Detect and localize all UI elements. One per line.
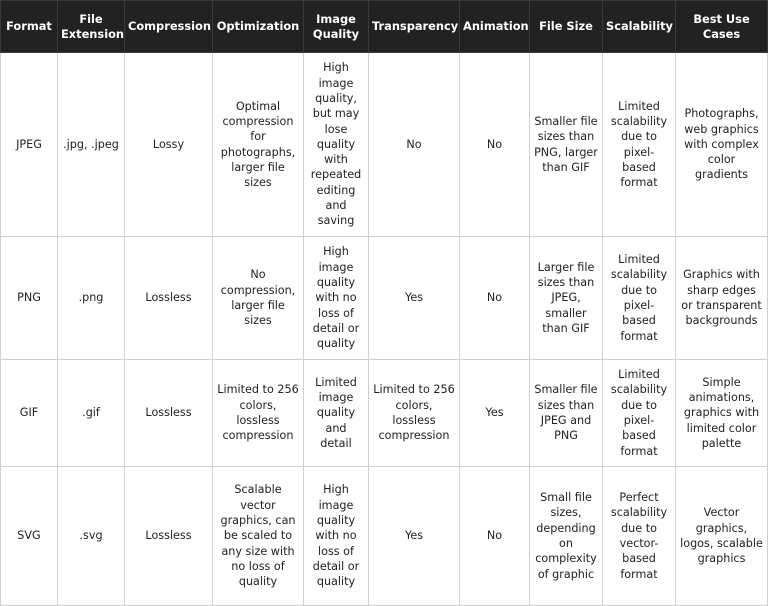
cell-file-size: Larger file sizes than JPEG, smaller than GIF — [530, 237, 603, 360]
cell-transparency: Yes — [369, 467, 460, 606]
cell-transparency: Limited to 256 colors, lossless compression — [369, 360, 460, 467]
cell-animation: No — [460, 237, 530, 360]
header-file-size: File Size — [530, 1, 603, 53]
cell-compression: Lossy — [125, 53, 213, 237]
table-row-svg — [1, 467, 768, 606]
cell-animation: No — [460, 467, 530, 606]
cell-scalability: Perfect scalability due to vector-based format — [603, 467, 676, 606]
cell-image-quality: Limited image quality and detail — [304, 360, 369, 467]
header-format: Format — [1, 1, 58, 53]
cell-compression: Lossless — [125, 360, 213, 467]
cell-format: JPEG — [1, 53, 58, 237]
cell-animation: Yes — [460, 360, 530, 467]
cell-scalability: Limited scalability due to pixel-based format — [603, 360, 676, 467]
table-body — [1, 53, 768, 606]
cell-optimization: Optimal compression for photographs, larger file sizes — [213, 53, 304, 237]
cell-optimization: Scalable vector graphics, can be scaled to any size with no loss of quality — [213, 467, 304, 606]
table-row-gif — [1, 360, 768, 467]
cell-optimization: No compression, larger file sizes — [213, 237, 304, 360]
cell-format: GIF — [1, 360, 58, 467]
cell-transparency: No — [369, 53, 460, 237]
header-transparency: Transparency — [369, 1, 460, 53]
cell-best-use-cases: Graphics with sharp edges or transparent backgrounds — [676, 237, 768, 360]
header-scalability: Scalability — [603, 1, 676, 53]
header-animation: Animation — [460, 1, 530, 53]
cell-scalability: Limited scalability due to pixel-based format — [603, 237, 676, 360]
header-file-extension: File Extension — [58, 1, 125, 53]
cell-file-extension: .jpg, .jpeg — [58, 53, 125, 237]
header-row — [1, 1, 768, 53]
header-compression: Compression — [125, 1, 213, 53]
cell-transparency: Yes — [369, 237, 460, 360]
cell-optimization: Limited to 256 colors, lossless compression — [213, 360, 304, 467]
cell-file-size: Smaller file sizes than JPEG and PNG — [530, 360, 603, 467]
table-row-jpeg — [1, 53, 768, 237]
cell-file-extension: .svg — [58, 467, 125, 606]
cell-animation: No — [460, 53, 530, 237]
cell-scalability: Limited scalability due to pixel-based format — [603, 53, 676, 237]
cell-best-use-cases: Photographs, web graphics with complex color gradients — [676, 53, 768, 237]
cell-image-quality: High image quality, but may lose quality with repeated editing and saving — [304, 53, 369, 237]
header-image-quality: Image Quality — [304, 1, 369, 53]
table-row-png — [1, 237, 768, 360]
cell-format: PNG — [1, 237, 58, 360]
cell-image-quality: High image quality with no loss of detail or quality — [304, 467, 369, 606]
cell-file-size: Smaller file sizes than PNG, larger than GIF — [530, 53, 603, 237]
cell-file-size: Small file sizes, depending on complexity of graphic — [530, 467, 603, 606]
cell-format: SVG — [1, 467, 58, 606]
cell-compression: Lossless — [125, 467, 213, 606]
cell-image-quality: High image quality with no loss of detail or quality — [304, 237, 369, 360]
header-best-use-cases: Best Use Cases — [676, 1, 768, 53]
cell-compression: Lossless — [125, 237, 213, 360]
cell-best-use-cases: Vector graphics, logos, scalable graphics — [676, 467, 768, 606]
header-optimization: Optimization — [213, 1, 304, 53]
cell-file-extension: .gif — [58, 360, 125, 467]
cell-file-extension: .png — [58, 237, 125, 360]
table-header — [1, 1, 768, 53]
cell-best-use-cases: Simple animations, graphics with limited color palette — [676, 360, 768, 467]
